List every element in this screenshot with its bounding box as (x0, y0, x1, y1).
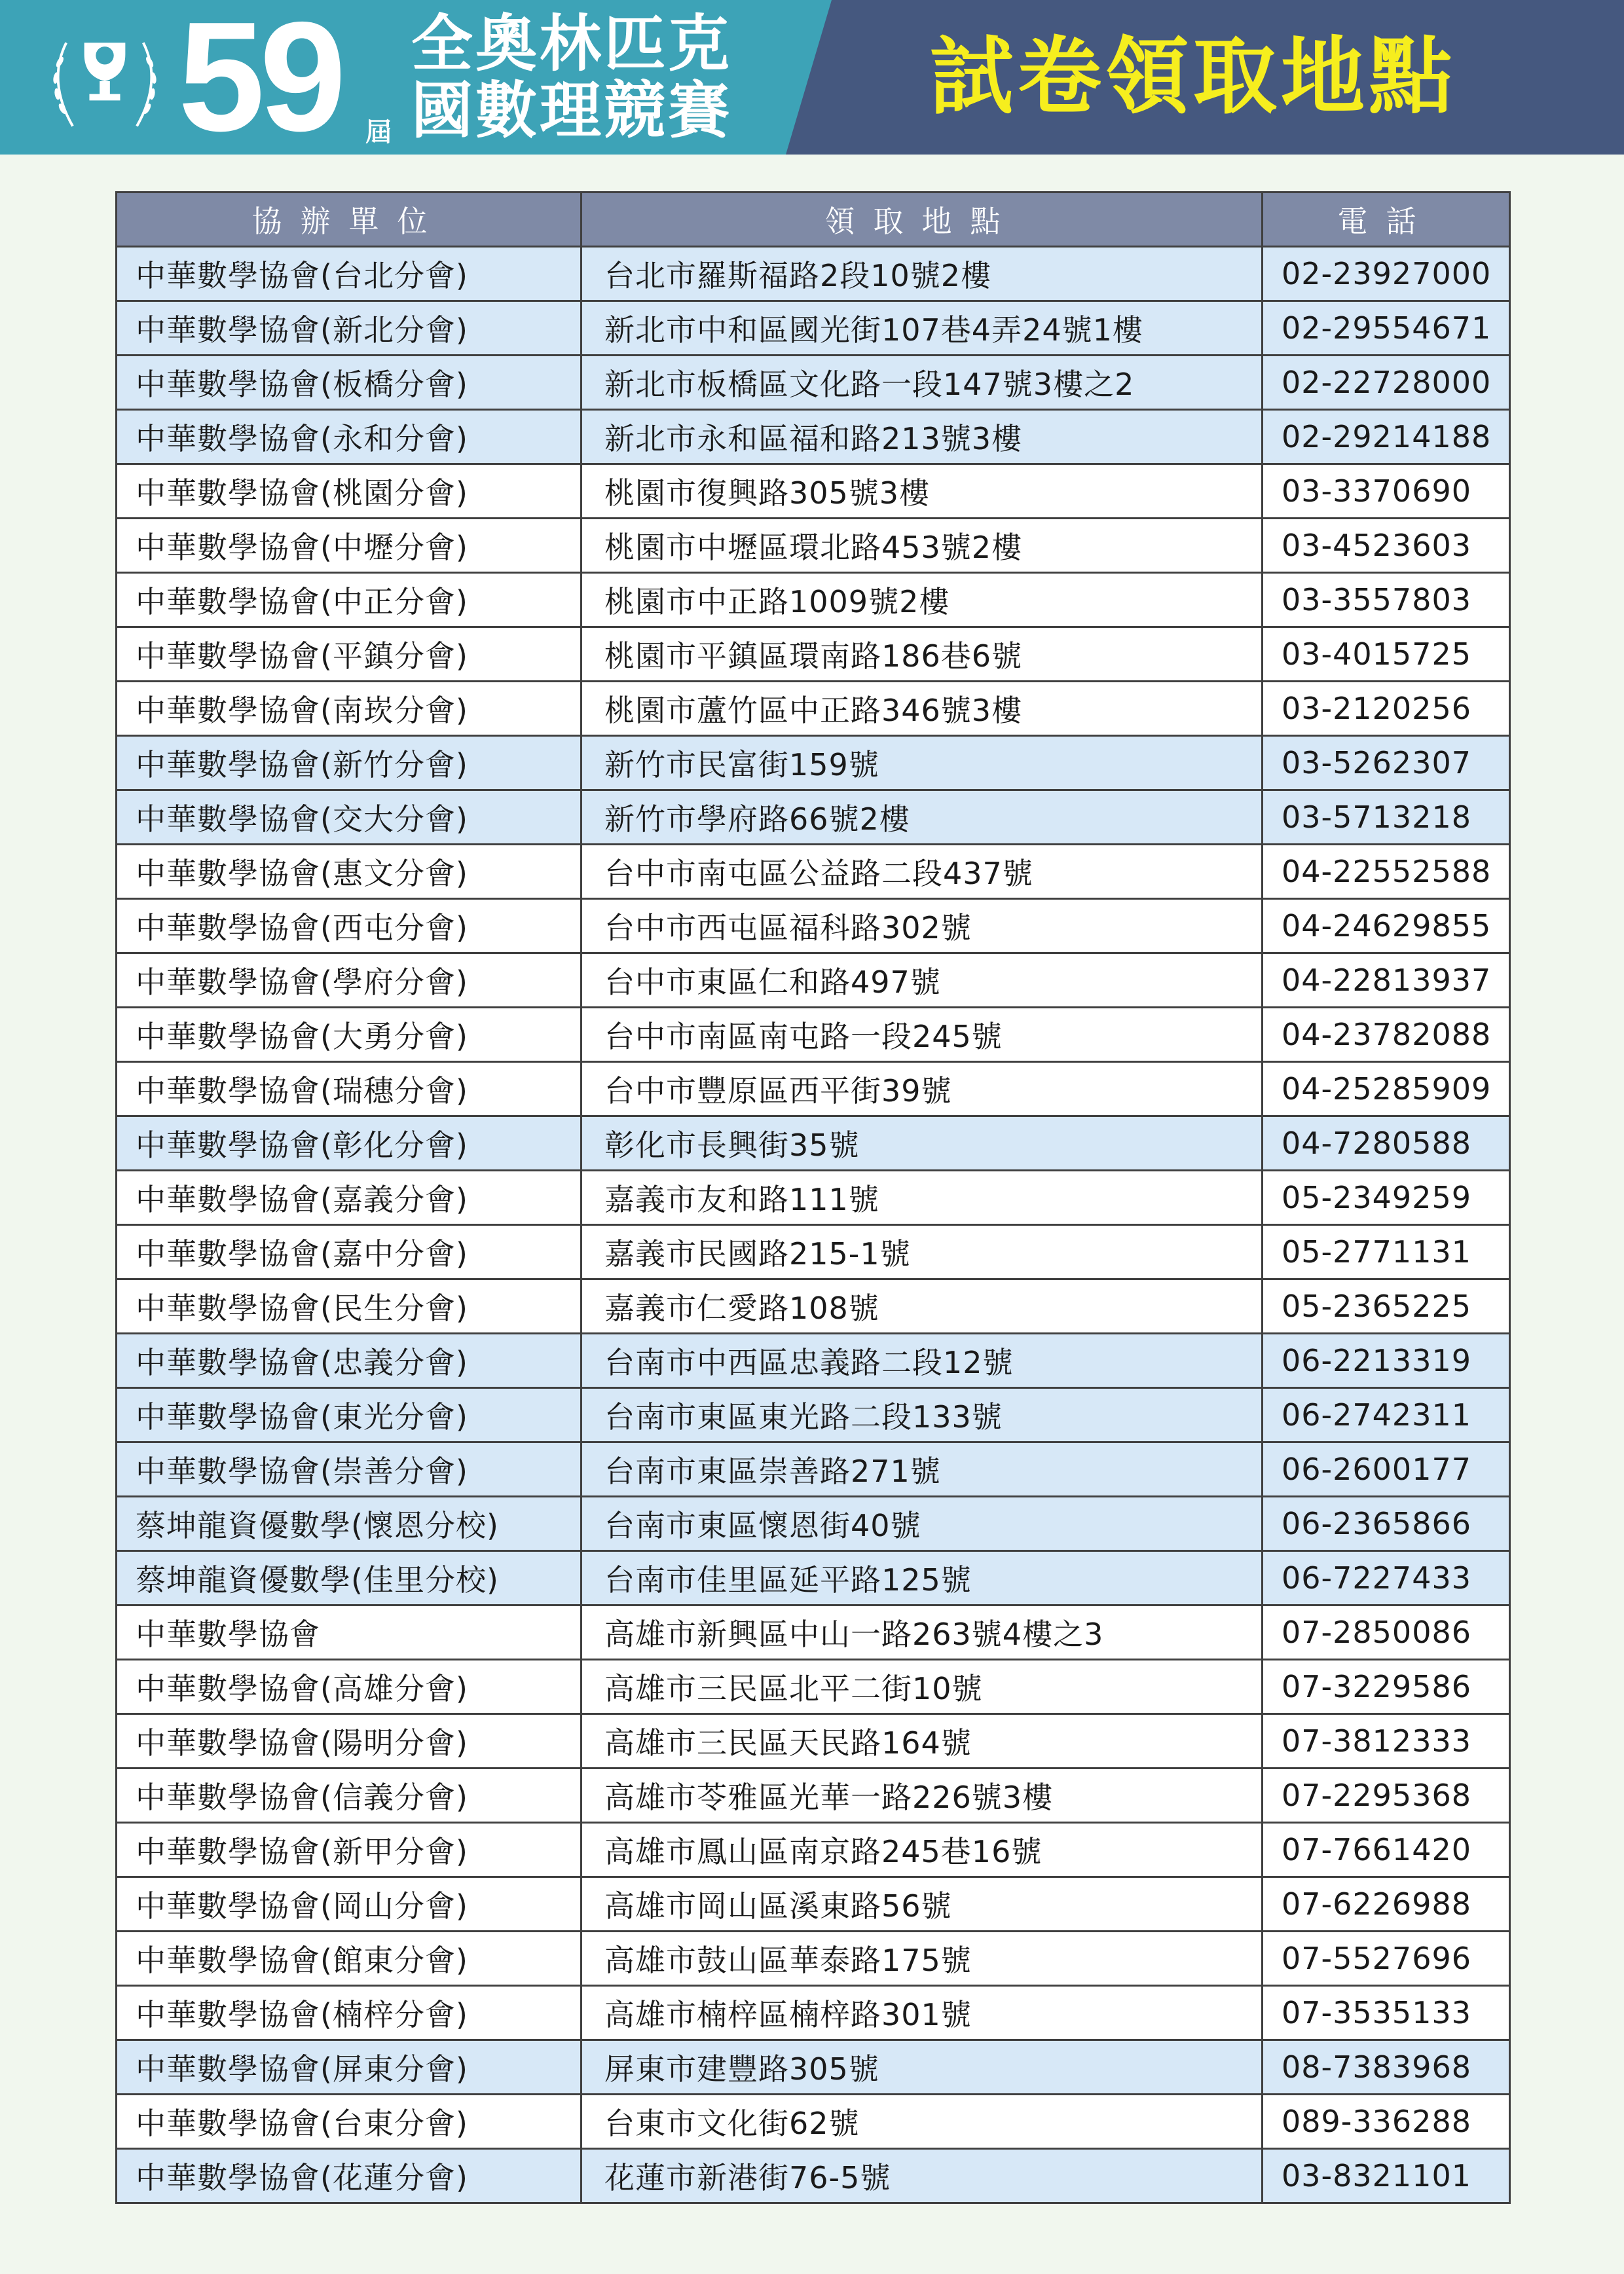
phone-cell: 03-5262307 (1263, 736, 1510, 790)
unit-cell: 中華數學協會 (117, 1605, 581, 1660)
address-cell: 新北市中和區國光街107巷4弄24號1樓 (581, 301, 1263, 356)
unit-cell: 中華數學協會(永和分會) (117, 410, 581, 464)
table-row (117, 1551, 1510, 1605)
address-cell: 高雄市苓雅區光華一路226號3樓 (581, 1769, 1263, 1823)
phone-cell: 07-6226988 (1263, 1877, 1510, 1932)
address-cell: 高雄市楠梓區楠梓路301號 (581, 1986, 1263, 2040)
phone-cell: 02-23927000 (1263, 247, 1510, 301)
table-row (117, 573, 1510, 627)
unit-cell: 中華數學協會(南崁分會) (117, 682, 581, 736)
table-row (117, 519, 1510, 573)
edition-suffix: 屆 (365, 117, 392, 147)
table-row (117, 845, 1510, 899)
unit-cell: 中華數學協會(新竹分會) (117, 736, 581, 790)
phone-cell: 05-2365225 (1263, 1279, 1510, 1334)
unit-cell: 中華數學協會(忠義分會) (117, 1334, 581, 1388)
address-cell: 高雄市鳳山區南京路245巷16號 (581, 1823, 1263, 1877)
address-cell: 台中市南區南屯路一段245號 (581, 1008, 1263, 1062)
page-heading: 試卷領取地點 (930, 28, 1457, 126)
unit-cell: 中華數學協會(板橋分會) (117, 356, 581, 410)
phone-cell: 03-5713218 (1263, 790, 1510, 845)
table-row (117, 1225, 1510, 1279)
wolpc-logo-icon (41, 17, 169, 145)
address-cell: 台南市中西區忠義路二段12號 (581, 1334, 1263, 1388)
table-row (117, 1062, 1510, 1116)
address-cell: 台南市佳里區延平路125號 (581, 1551, 1263, 1605)
table-row (117, 410, 1510, 464)
phone-cell: 02-29214188 (1263, 410, 1510, 464)
unit-cell: 中華數學協會(屏東分會) (117, 2040, 581, 2095)
phone-cell: 03-3370690 (1263, 464, 1510, 519)
unit-cell: 中華數學協會(信義分會) (117, 1769, 581, 1823)
phone-cell: 07-2295368 (1263, 1769, 1510, 1823)
table-row (117, 1877, 1510, 1932)
unit-cell: 中華數學協會(館東分會) (117, 1932, 581, 1986)
unit-cell: 中華數學協會(中正分會) (117, 573, 581, 627)
table-row (117, 1171, 1510, 1225)
unit-cell: 中華數學協會(桃園分會) (117, 464, 581, 519)
table-row (117, 1932, 1510, 1986)
table-row (117, 736, 1510, 790)
table-row (117, 1008, 1510, 1062)
address-cell: 高雄市岡山區溪東路56號 (581, 1877, 1263, 1932)
address-cell: 高雄市鼓山區華泰路175號 (581, 1932, 1263, 1986)
phone-cell: 08-7383968 (1263, 2040, 1510, 2095)
address-cell: 嘉義市民國路215-1號 (581, 1225, 1263, 1279)
table-row (117, 1823, 1510, 1877)
phone-cell: 03-3557803 (1263, 573, 1510, 627)
header-unit: 協辦單位 (117, 193, 581, 247)
phone-cell: 06-7227433 (1263, 1551, 1510, 1605)
phone-cell: 04-23782088 (1263, 1008, 1510, 1062)
address-cell: 台中市豐原區西平街39號 (581, 1062, 1263, 1116)
unit-cell: 中華數學協會(嘉中分會) (117, 1225, 581, 1279)
phone-cell: 02-29554671 (1263, 301, 1510, 356)
table-header-row (117, 193, 1510, 247)
phone-cell: 07-3535133 (1263, 1986, 1510, 2040)
unit-cell: 中華數學協會(民生分會) (117, 1279, 581, 1334)
address-cell: 彰化市長興街35號 (581, 1116, 1263, 1171)
phone-cell: 05-2349259 (1263, 1171, 1510, 1225)
unit-cell: 中華數學協會(惠文分會) (117, 845, 581, 899)
address-cell: 新北市永和區福和路213號3樓 (581, 410, 1263, 464)
table-row (117, 356, 1510, 410)
phone-cell: 04-22552588 (1263, 845, 1510, 899)
address-cell: 桃園市復興路305號3樓 (581, 464, 1263, 519)
phone-cell: 06-2213319 (1263, 1334, 1510, 1388)
table-row (117, 1986, 1510, 2040)
table-row (117, 1442, 1510, 1497)
unit-cell: 中華數學協會(台北分會) (117, 247, 581, 301)
table-row (117, 1388, 1510, 1442)
address-cell: 桃園市中壢區環北路453號2樓 (581, 519, 1263, 573)
unit-cell: 中華數學協會(台東分會) (117, 2095, 581, 2149)
phone-cell: 07-3812333 (1263, 1714, 1510, 1769)
unit-cell: 中華數學協會(嘉義分會) (117, 1171, 581, 1225)
unit-cell: 蔡坤龍資優數學(佳里分校) (117, 1551, 581, 1605)
phone-cell: 03-8321101 (1263, 2149, 1510, 2203)
table-row (117, 1497, 1510, 1551)
phone-cell: 04-7280588 (1263, 1116, 1510, 1171)
address-cell: 桃園市平鎮區環南路186巷6號 (581, 627, 1263, 682)
phone-cell: 03-2120256 (1263, 682, 1510, 736)
header-banner (0, 0, 1624, 164)
unit-cell: 中華數學協會(學府分會) (117, 953, 581, 1008)
phone-cell: 02-22728000 (1263, 356, 1510, 410)
address-cell: 新北市板橋區文化路一段147號3樓之2 (581, 356, 1263, 410)
unit-cell: 中華數學協會(崇善分會) (117, 1442, 581, 1497)
table-row (117, 2095, 1510, 2149)
table-row (117, 1116, 1510, 1171)
phone-cell: 04-22813937 (1263, 953, 1510, 1008)
edition-number: 59 (178, 0, 341, 164)
address-cell: 台南市東區懷恩街40號 (581, 1497, 1263, 1551)
address-cell: 嘉義市仁愛路108號 (581, 1279, 1263, 1334)
phone-cell: 06-2365866 (1263, 1497, 1510, 1551)
address-cell: 高雄市三民區天民路164號 (581, 1714, 1263, 1769)
phone-cell: 06-2742311 (1263, 1388, 1510, 1442)
unit-cell: 中華數學協會(岡山分會) (117, 1877, 581, 1932)
table-row (117, 1769, 1510, 1823)
competition-title-line2: 國數理競賽 (411, 75, 733, 147)
header-phone: 電話 (1263, 193, 1510, 247)
unit-cell: 中華數學協會(西屯分會) (117, 899, 581, 953)
table-row (117, 953, 1510, 1008)
unit-cell: 中華數學協會(新甲分會) (117, 1823, 581, 1877)
unit-cell: 中華數學協會(新北分會) (117, 301, 581, 356)
phone-cell: 089-336288 (1263, 2095, 1510, 2149)
unit-cell: 蔡坤龍資優數學(懷恩分校) (117, 1497, 581, 1551)
unit-cell: 中華數學協會(陽明分會) (117, 1714, 581, 1769)
phone-cell: 04-24629855 (1263, 899, 1510, 953)
table-row (117, 2040, 1510, 2095)
address-cell: 台北市羅斯福路2段10號2樓 (581, 247, 1263, 301)
unit-cell: 中華數學協會(東光分會) (117, 1388, 581, 1442)
address-cell: 台中市南屯區公益路二段437號 (581, 845, 1263, 899)
unit-cell: 中華數學協會(平鎮分會) (117, 627, 581, 682)
table-row (117, 682, 1510, 736)
address-cell: 台中市東區仁和路497號 (581, 953, 1263, 1008)
unit-cell: 中華數學協會(中壢分會) (117, 519, 581, 573)
address-cell: 花蓮市新港街76-5號 (581, 2149, 1263, 2203)
phone-cell: 03-4523603 (1263, 519, 1510, 573)
phone-cell: 06-2600177 (1263, 1442, 1510, 1497)
header-address: 領取地點 (581, 193, 1263, 247)
unit-cell: 中華數學協會(楠梓分會) (117, 1986, 581, 2040)
address-cell: 嘉義市友和路111號 (581, 1171, 1263, 1225)
table-row (117, 899, 1510, 953)
unit-cell: 中華數學協會(彰化分會) (117, 1116, 581, 1171)
phone-cell: 07-7661420 (1263, 1823, 1510, 1877)
phone-cell: 07-5527696 (1263, 1932, 1510, 1986)
address-cell: 屏東市建豐路305號 (581, 2040, 1263, 2095)
table-row (117, 1660, 1510, 1714)
address-cell: 新竹市民富街159號 (581, 736, 1263, 790)
address-cell: 高雄市三民區北平二街10號 (581, 1660, 1263, 1714)
address-cell: 台南市東區崇善路271號 (581, 1442, 1263, 1497)
phone-cell: 05-2771131 (1263, 1225, 1510, 1279)
table-row (117, 1279, 1510, 1334)
table-row (117, 464, 1510, 519)
address-cell: 台中市西屯區福科路302號 (581, 899, 1263, 953)
table-row (117, 2149, 1510, 2203)
phone-cell: 03-4015725 (1263, 627, 1510, 682)
table-row (117, 627, 1510, 682)
address-cell: 台東市文化街62號 (581, 2095, 1263, 2149)
competition-title-line1: 全奧林匹克 (411, 9, 733, 80)
address-cell: 台南市東區東光路二段133號 (581, 1388, 1263, 1442)
address-cell: 新竹市學府路66號2樓 (581, 790, 1263, 845)
unit-cell: 中華數學協會(花蓮分會) (117, 2149, 581, 2203)
unit-cell: 中華數學協會(瑞穗分會) (117, 1062, 581, 1116)
phone-cell: 07-2850086 (1263, 1605, 1510, 1660)
unit-cell: 中華數學協會(高雄分會) (117, 1660, 581, 1714)
address-cell: 高雄市新興區中山一路263號4樓之3 (581, 1605, 1263, 1660)
table-row (117, 1714, 1510, 1769)
table-row (117, 1605, 1510, 1660)
phone-cell: 04-25285909 (1263, 1062, 1510, 1116)
pickup-locations-table (115, 191, 1511, 2204)
address-cell: 桃園市蘆竹區中正路346號3樓 (581, 682, 1263, 736)
unit-cell: 中華數學協會(交大分會) (117, 790, 581, 845)
phone-cell: 07-3229586 (1263, 1660, 1510, 1714)
table-row (117, 247, 1510, 301)
table-row (117, 301, 1510, 356)
address-cell: 桃園市中正路1009號2樓 (581, 573, 1263, 627)
table-row (117, 1334, 1510, 1388)
unit-cell: 中華數學協會(大勇分會) (117, 1008, 581, 1062)
table-row (117, 790, 1510, 845)
